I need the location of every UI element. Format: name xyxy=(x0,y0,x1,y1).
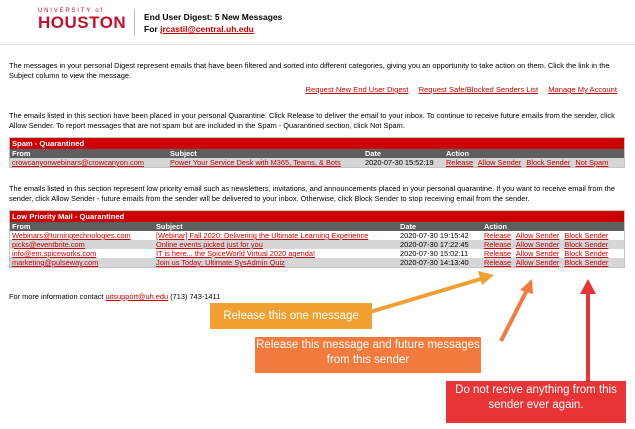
allow-arrow xyxy=(501,290,527,341)
column-header-date: Date xyxy=(363,149,444,158)
column-header-date: Date xyxy=(398,222,482,231)
subject-link[interactable]: [Webinar] Fall 2020: Delivering the Ultimate Learning Experience xyxy=(156,231,369,240)
not-spam-link[interactable]: Not Spam xyxy=(575,158,609,167)
contact-prefix: For more information contact xyxy=(9,292,104,301)
low-priority-section-title: Low Priority Mail - Quarantined xyxy=(10,211,624,222)
subject-link[interactable]: Online events picked just for you xyxy=(156,240,263,249)
date-cell: 2020-07-30 17:22:45 xyxy=(398,240,482,249)
allow-sender-link[interactable]: Allow Sender xyxy=(515,231,560,240)
release-arrow xyxy=(370,278,484,312)
logo-houston-text: HOUSTON xyxy=(38,13,127,32)
release-link[interactable]: Release xyxy=(446,158,474,167)
column-header-action: Action xyxy=(444,149,624,158)
allow-sender-link[interactable]: Allow Sender xyxy=(477,158,522,167)
subject-link[interactable]: IT is here... the SpiceWorld Virtual 2020 agenda! xyxy=(156,249,315,258)
allow-sender-link[interactable]: Allow Sender xyxy=(515,240,560,249)
block-sender-link[interactable]: Block Sender xyxy=(564,240,609,249)
support-email-link[interactable]: uitsupport@uh.edu xyxy=(105,292,169,301)
column-header-action: Action xyxy=(482,222,624,231)
sender-link[interactable]: info@em.spiceworks.com xyxy=(12,249,97,258)
column-header-subject: Subject xyxy=(154,222,398,231)
callout-release: Release this one message xyxy=(210,303,372,329)
request-senders-list-link[interactable]: Request Safe/Blocked Senders List xyxy=(418,85,539,94)
date-cell: 2020-07-30 14:13:40 xyxy=(398,258,482,267)
column-header-from: From xyxy=(10,222,154,231)
block-sender-link[interactable]: Block Sender xyxy=(564,249,609,258)
request-digest-link[interactable]: Request New End User Digest xyxy=(305,85,409,94)
release-link[interactable]: Release xyxy=(484,258,512,267)
spam-intro-text: The emails listed in this section have been placed in your personal Quarantine. Click Release to deliver the email to your inbox. To continue to receive future emails from the sender, click Allow Sender. To report messages that are not spam but are included in the Spam - Quarantined section, click Not Spam. xyxy=(9,111,615,130)
release-link[interactable]: Release xyxy=(484,231,512,240)
allow-sender-link[interactable]: Allow Sender xyxy=(515,249,560,258)
spam-section-title: Spam - Quarantined xyxy=(10,138,624,149)
callout-allow-sender: Release this message and future messages from this sender xyxy=(255,337,481,373)
column-header-from: From xyxy=(10,149,168,158)
block-sender-link[interactable]: Block Sender xyxy=(564,231,609,240)
sender-link[interactable]: picks@eventbrite.com xyxy=(12,240,85,249)
sender-link[interactable]: marketing@pulseway.com xyxy=(12,258,99,267)
subject-link[interactable]: Power Your Service Desk with M365, Teams, & Bots xyxy=(170,158,341,167)
recipient-email-link[interactable]: jrcastil@central.uh.edu xyxy=(160,24,254,34)
intro-text: The messages in your personal Digest represent emails that have been filtered and sorted into different categories, giving you an opportunity to take action on them. Click the link in the Subject column to view the message. xyxy=(9,61,610,80)
allow-arrowhead-icon xyxy=(520,279,533,294)
subject-link[interactable]: Join us Today: Ultimate SysAdmin Quiz xyxy=(156,258,285,267)
date-cell: 2020-07-30 15:52:19 xyxy=(363,158,444,167)
for-label: For xyxy=(144,24,158,34)
digest-title: End User Digest: 5 New Messages xyxy=(144,12,283,22)
callout-block-sender: Do not recive anything from this sender ever again. xyxy=(446,381,626,423)
date-cell: 2020-07-30 15:02:11 xyxy=(400,249,469,258)
block-sender-link[interactable]: Block Sender xyxy=(526,158,571,167)
release-link[interactable]: Release xyxy=(484,240,512,249)
release-link[interactable]: Release xyxy=(484,249,512,258)
low-priority-intro-text: The emails listed in this section represent low priority email such as newsletters, invitations, and announcements placed in your personal quarantine. If you want to receive email from the sender, click Allow Sender - future emails from the sender will be delivered to your inbox. Otherwise, click Block Sender to stop receiving email from the sender. xyxy=(9,184,615,203)
block-arrowhead-icon xyxy=(580,279,596,294)
column-header-subject: Subject xyxy=(168,149,363,158)
manage-account-link[interactable]: Manage My Account xyxy=(548,85,617,94)
sender-link[interactable]: Webinars@turningtechnologies.com xyxy=(12,231,131,240)
date-cell: 2020-07-30 19:15:42 xyxy=(400,231,469,240)
logo-university-text: UNIVERSITY of xyxy=(38,8,104,14)
allow-sender-link[interactable]: Allow Sender xyxy=(515,258,560,267)
block-sender-link[interactable]: Block Sender xyxy=(564,258,609,267)
release-arrowhead-icon xyxy=(478,271,494,285)
support-phone: (713) 743-1411 xyxy=(170,292,221,301)
sender-link[interactable]: crowcanyonwebinars@crowcanyon.com xyxy=(12,158,144,167)
